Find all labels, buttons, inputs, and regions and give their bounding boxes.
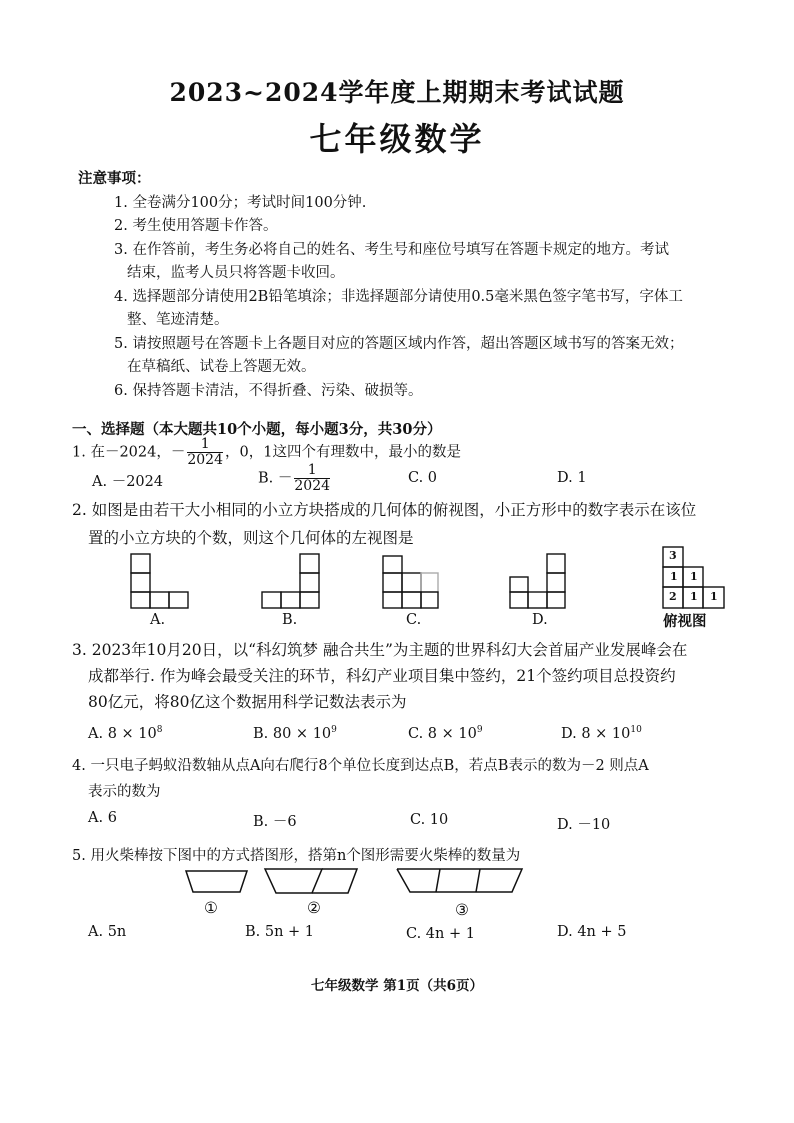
question-2-line-1: 2. 如图是由若干大小相同的小立方块搭成的几何体的俯视图，小正方形中的数字表示在该位	[72, 501, 697, 519]
q4-option-d: D. －10	[557, 817, 611, 833]
q2-label-a: A.	[150, 612, 166, 628]
question-4-line-2: 表示的数为	[88, 784, 161, 800]
q1-option-d: D. 1	[557, 470, 587, 486]
q1-fraction	[187, 437, 223, 468]
q3-option-c	[408, 725, 483, 742]
q4-option-b: B. －6	[253, 814, 297, 830]
question-2-line-2: 置的小立方块的个数，则这个几何体的左视图是	[88, 529, 414, 547]
q5-figure-label-1: ①	[204, 899, 218, 917]
notice-item-6: 6. 保持答题卡清洁，不得折叠、污染、破损等。	[114, 383, 423, 399]
q2-label-d: D.	[532, 612, 548, 628]
top-view-number: 1	[690, 570, 698, 583]
q2-figure-b	[262, 554, 319, 608]
q3-opt-b-base: B. 80 × 10	[253, 725, 332, 742]
question-3-line-2: 成都举行. 作为峰会最受关注的环节，科幻产业项目集中签约，21个签约项目总投资约	[88, 667, 676, 685]
q3-opt-c-base: C. 8 × 10	[408, 725, 477, 742]
q3-opt-c-exp: 9	[476, 725, 483, 735]
q5-figure-3	[397, 869, 522, 892]
q3-opt-a-exp: 8	[156, 725, 163, 735]
q3-option-d	[561, 725, 642, 742]
q5-figure-label-2: ②	[307, 899, 321, 917]
q1-stem-post: ，0，1这四个有理数中，最小的数是	[225, 444, 461, 461]
q5-figure-2	[265, 869, 357, 893]
notice-item-4: 4. 选择题部分请使用2B铅笔填涂；非选择题部分请使用0.5毫米黑色签字笔书写，字体工	[114, 289, 683, 305]
question-3-line-1: 3. 2023年10月20日，以“科幻筑梦 融合共生”为主题的世界科幻大会首届产业发展峰会在	[72, 641, 688, 659]
q3-opt-b-exp: 9	[331, 725, 337, 735]
notice-item-3: 3. 在作答前，考生务必将自己的姓名、考生号和座位号填写在答题卡规定的地方。考试	[114, 242, 669, 258]
q2-label-b: B.	[282, 612, 298, 628]
q2-figure-d	[510, 554, 565, 608]
q5-option-d: D. 4n + 5	[557, 924, 627, 940]
q2-figure-c	[383, 556, 438, 608]
q1-opt-b-pre: B. －	[258, 470, 293, 487]
q5-option-a: A. 5n	[88, 924, 127, 940]
q3-opt-d-base: D. 8 × 10	[561, 725, 631, 742]
section-title: 一、选择题（本大题共10个小题，每小题3分，共30分）	[72, 421, 442, 438]
page-footer: 七年级数学 第1页（共6页）	[311, 978, 483, 994]
top-view-number: 2	[669, 590, 677, 603]
q5-figure-1	[186, 871, 247, 892]
q4-option-c: C. 10	[410, 812, 449, 828]
q3-opt-a-base: A. 8 × 10	[88, 725, 157, 742]
notice-item-1: 1. 全卷满分100分；考试时间100分钟.	[114, 195, 367, 211]
q4-option-a: A. 6	[88, 810, 117, 826]
q2-label-c: C.	[406, 612, 422, 628]
q1-stem-pre: 1. 在－2024，－	[72, 444, 186, 461]
q1-option-b	[258, 463, 332, 494]
q1-opt-b-num: 1	[294, 463, 330, 479]
q1-option-c: C. 0	[408, 470, 438, 486]
notice-item-3-cont: 结束，监考人员只将答题卡收回。	[127, 265, 345, 281]
q2-figure-a	[131, 554, 188, 608]
subject-title: 七年级数学	[309, 120, 485, 158]
q1-opt-b-fraction	[294, 463, 330, 494]
q5-figure-label-3: ③	[455, 901, 469, 919]
top-view-number: 1	[670, 570, 678, 583]
q1-frac-den: 2024	[187, 452, 223, 468]
q1-option-a: A. －2024	[92, 474, 164, 490]
q5-option-b: B. 5n + 1	[245, 924, 315, 940]
top-view-number: 1	[710, 590, 718, 603]
question-4-line-1: 4. 一只电子蚂蚁沿数轴从点A向右爬行8个单位长度到达点B，若点B表示的数为－2 则点A	[72, 758, 649, 774]
question-5-line-1: 5. 用火柴棒按下图中的方式搭图形，搭第n个图形需要火柴棒的数量为	[72, 848, 521, 864]
top-view-number: 1	[690, 590, 698, 603]
top-view-label: 俯视图	[663, 613, 707, 630]
notice-heading: 注意事项：	[78, 170, 151, 187]
question-3-line-3: 80亿元，将80亿这个数据用科学记数法表示为	[88, 693, 407, 711]
top-view-number: 3	[669, 549, 677, 562]
q5-option-c: C. 4n + 1	[406, 926, 475, 942]
q3-option-b	[253, 725, 337, 742]
exam-title: 2023~2024学年度上期期末考试试题	[169, 78, 625, 107]
q1-frac-num: 1	[187, 437, 223, 453]
q3-option-a	[88, 725, 162, 742]
notice-item-2: 2. 考生使用答题卡作答。	[114, 218, 278, 234]
q3-opt-d-exp: 10	[630, 725, 642, 735]
q1-opt-b-den: 2024	[294, 478, 331, 494]
notice-item-5: 5. 请按照题号在答题卡上各题目对应的答题区域内作答，超出答题区域书写的答案无效；	[114, 336, 684, 352]
notice-item-4-cont: 整、笔迹清楚。	[127, 312, 229, 328]
notice-item-5-cont: 在草稿纸、试卷上答题无效。	[127, 359, 316, 375]
